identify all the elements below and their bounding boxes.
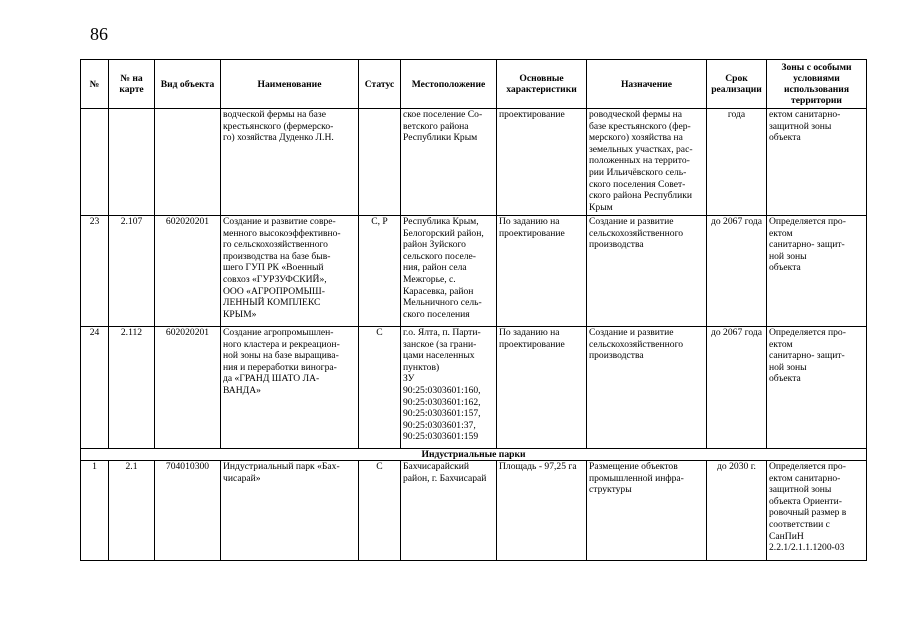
cell-map-num: 2.107	[109, 216, 155, 327]
cell-num	[81, 109, 109, 216]
cell-status	[359, 109, 401, 216]
cell-name: Создание агропромышлен- ного кластера и рекреацион- ной зоны на базе выращива- ния и переработки виногра- да «ГРАНД ШАТО ЛА- ВАНДА»	[221, 327, 359, 449]
cell-kind	[155, 109, 221, 216]
cell-name: Создание и развитие совре- менного высокоэффективно- го сельскохозяйственного производства на базе быв- шего ГУП РК «Военный совхоз «ГУРЗУФСКИЙ», ООО «АГРОПРОМЫШ- ЛЕННЫЙ КОМПЛЕКС КРЫМ»	[221, 216, 359, 327]
cell-characteristics: проектирование	[497, 109, 587, 216]
cell-characteristics: По заданию на проектирование	[497, 216, 587, 327]
section-title: Индустриальные парки	[81, 449, 867, 461]
page-number: 86	[90, 24, 108, 44]
header-num: №	[81, 60, 109, 109]
cell-num: 23	[81, 216, 109, 327]
cell-location: Бахчисарайский район, г. Бахчисарай	[401, 461, 497, 561]
header-purpose: Назначение	[587, 60, 707, 109]
cell-num: 1	[81, 461, 109, 561]
header-location: Местоположение	[401, 60, 497, 109]
cell-map-num: 2.1	[109, 461, 155, 561]
cell-characteristics: Площадь - 97,25 га	[497, 461, 587, 561]
cell-location: г.о. Ялта, п. Парти- занское (за грани- цами населенных пунктов) ЗУ 90:25:0303601:160, 90:25:0303601:162, 90:25:0303601:157, 90:25:0303601:37, 90:25:0303601:159	[401, 327, 497, 449]
cell-zones: Определяется про- ектом санитарно- защит- ной зоны объекта	[767, 327, 867, 449]
section-header-row	[81, 449, 867, 461]
cell-location: ское поселение Со- ветского района Республики Крым	[401, 109, 497, 216]
cell-term: до 2067 года	[707, 216, 767, 327]
cell-num: 24	[81, 327, 109, 449]
objects-table	[80, 59, 867, 561]
cell-purpose: Создание и развитие сельскохозяйственного производства	[587, 327, 707, 449]
cell-purpose: роводческой фермы на базе крестьянского (фер- мерского) хозяйства на земельных участках, рас- положенных на террито- рии Ильичёвского сель- ского поселения Совет- ского района Республики Крым	[587, 109, 707, 216]
cell-term: до 2067 года	[707, 327, 767, 449]
cell-status: С	[359, 327, 401, 449]
cell-name: водческой фермы на базе крестьянского (фермерско- го) хозяйства Дуденко Л.Н.	[221, 109, 359, 216]
cell-map-num	[109, 109, 155, 216]
cell-characteristics: По заданию на проектирование	[497, 327, 587, 449]
cell-zones: Определяется про- ектом санитарно- защит- ной зоны объекта	[767, 216, 867, 327]
header-characteristics: Основные характеристики	[497, 60, 587, 109]
cell-zones: Определяется про- ектом санитарно- защитной зоны объекта Ориенти- ровочный размер в соответствии с СанПиН 2.2.1/2.1.1.1200-03	[767, 461, 867, 561]
cell-kind: 602020201	[155, 327, 221, 449]
table-row	[81, 216, 867, 327]
header-zones: Зоны с особыми условиями использования территории	[767, 60, 867, 109]
header-kind: Вид объекта	[155, 60, 221, 109]
cell-kind: 602020201	[155, 216, 221, 327]
cell-name: Индустриальный парк «Бах- чисарай»	[221, 461, 359, 561]
header-status: Статус	[359, 60, 401, 109]
header-map-num: № на карте	[109, 60, 155, 109]
table-row	[81, 327, 867, 449]
cell-zones: ектом санитарно- защитной зоны объекта	[767, 109, 867, 216]
cell-status: С	[359, 461, 401, 561]
cell-location: Республика Крым, Белогорский район, район Зуйского сельского поселе- ния, район села Межгорье, с. Карасевка, район Мельничного сель- ского поселения	[401, 216, 497, 327]
cell-term: до 2030 г.	[707, 461, 767, 561]
table-row	[81, 461, 867, 561]
cell-map-num: 2.112	[109, 327, 155, 449]
table-row-continuation	[81, 109, 867, 216]
cell-term: года	[707, 109, 767, 216]
table-header-row	[81, 60, 867, 109]
cell-purpose: Размещение объектов промышленной инфра- структуры	[587, 461, 707, 561]
cell-status: С, Р	[359, 216, 401, 327]
header-name: Наименование	[221, 60, 359, 109]
cell-purpose: Создание и развитие сельскохозяйственного производства	[587, 216, 707, 327]
cell-kind: 704010300	[155, 461, 221, 561]
header-term: Срок реализации	[707, 60, 767, 109]
